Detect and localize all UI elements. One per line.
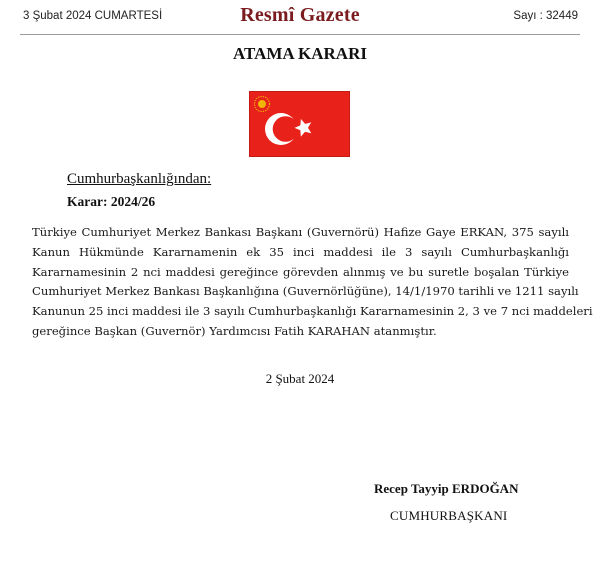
turkish-flag-icon <box>249 91 350 157</box>
publication-date: 3 Şubat 2024 CUMARTESİ <box>23 10 163 22</box>
decision-body <box>32 223 593 342</box>
signer-title: CUMHURBAŞKANI <box>390 508 508 523</box>
issue-number: Sayı : 32449 <box>513 10 578 22</box>
document-title: ATAMA KARARI <box>233 44 367 63</box>
gazette-title: Resmî Gazete <box>240 4 360 26</box>
body-line: gereğince Başkan (Guvernör) Yardımcısı Fatih KARAHAN atanmıştır. <box>32 323 437 338</box>
issuing-authority: Cumhurbaşkanlığından: <box>67 171 212 187</box>
decision-number: Karar: 2024/26 <box>67 194 156 209</box>
body-line: Kanunun 25 inci maddesi ile 3 sayılı Cumhurbaşkanlığı Kararnamesinin 2, 3 ve 7 nci maddeleri <box>32 304 593 319</box>
signer-name: Recep Tayyip ERDOĞAN <box>374 481 519 496</box>
body-line: Türkiye Cumhuriyet Merkez Bankası Başkanı (Guvernörü) Hafize Gaye ERKAN, 375 sayılı <box>32 225 569 239</box>
gazette-header <box>20 0 580 35</box>
body-line: Cumhuriyet Merkez Bankası Başkanlığına (Guvernörlüğüne), 14/1/1970 tarihli ve 1211 sayılı <box>32 284 579 299</box>
body-line: Kararnamesinin 2 nci maddesi gereğince görevden alınmış ve bu suretle boşalan Türkiye <box>32 264 569 279</box>
body-line: Kanun Hükmünde Kararnamenin ek 35 inci maddesi ile 3 sayılı Cumhurbaşkanlığı <box>32 244 569 259</box>
signature-date: 2 Şubat 2024 <box>265 371 335 386</box>
